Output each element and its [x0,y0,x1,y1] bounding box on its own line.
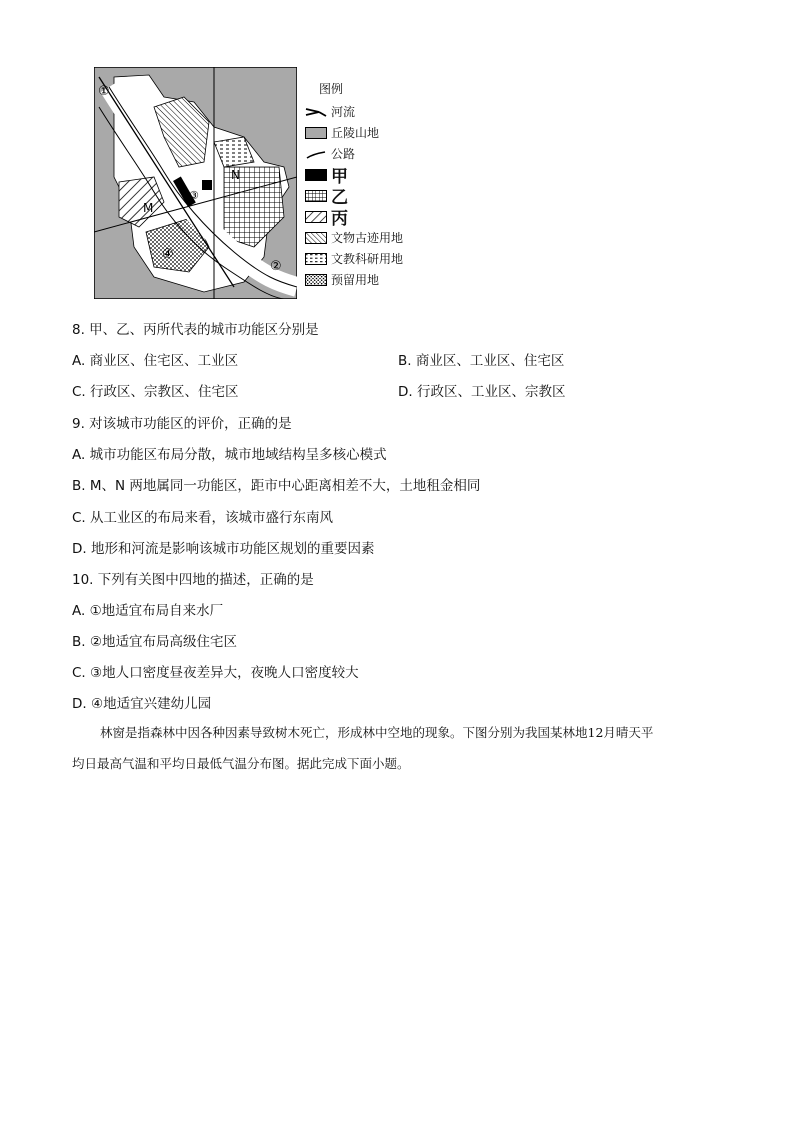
legend-item-jia [305,164,435,185]
q9-option-d: D. 地形和河流是影响该城市功能区规划的重要因素 [72,541,375,557]
q9-option-b: B. M、N 两地属同一功能区，距市中心距离相差不大，土地租金相同 [72,478,481,494]
q8-option-d: D. 行政区、工业区、宗教区 [398,384,566,400]
edu-swatch-icon [305,253,327,265]
map-label-n: N [231,168,240,182]
river-icon [305,106,327,118]
jia-swatch-icon [305,169,327,181]
legend-item-bing [305,206,435,227]
legend-item-river [305,101,435,122]
legend-label: 文教科研用地 [331,252,404,266]
legend-title: 图例 [319,82,344,96]
legend-label: 文物古迹用地 [331,231,404,245]
legend-label: 公路 [331,147,356,161]
passage [72,717,722,779]
q9-option-a: A. 城市功能区布局分散，城市地域结构呈多核心模式 [72,447,387,463]
map-label-p1: ① [98,84,110,99]
q10-option-d: D. ④地适宜兴建幼儿园 [72,696,212,712]
q8-option-b: B. 商业区、工业区、住宅区 [398,353,565,369]
q9-option-c: C. 从工业区的布局来看，该城市盛行东南风 [72,510,334,526]
q8-stem: 8. 甲、乙、丙所代表的城市功能区分别是 [72,322,319,338]
map-label-p3: ③ [189,189,199,202]
legend-label: 河流 [331,105,356,119]
legend-label: 乙 [331,188,348,208]
q8-option-c: C. 行政区、宗教区、住宅区 [72,384,239,400]
legend-label: 甲 [331,167,348,187]
legend-item-edu [305,248,435,269]
city-function-map [94,67,297,299]
q10-option-a: A. ①地适宜布局自来水厂 [72,603,224,619]
yi-swatch-icon [305,190,327,202]
q9-stem: 9. 对该城市功能区的评价，正确的是 [72,416,292,432]
map-label-p2: ② [270,259,282,274]
passage-line-1: 林窗是指森林中因各种因素导致树木死亡，形成林中空地的现象。下图分别为我国某林地12月晴天平 [100,725,654,740]
bing-swatch-icon [305,211,327,223]
hills-swatch-icon [305,127,327,139]
relics-swatch-icon [305,232,327,244]
q8-option-a: A. 商业区、住宅区、工业区 [72,353,239,369]
legend-label: 丘陵山地 [331,126,380,140]
reserve-swatch-icon [305,274,327,286]
legend-item-road [305,143,435,164]
road-icon [305,148,327,160]
map-label-p4: ④ [162,247,174,262]
passage-line-2: 均日最高气温和平均日最低气温分布图。据此完成下面小题。 [72,756,410,771]
legend-item-yi [305,185,435,206]
map-legend [305,80,435,290]
q10-stem: 10. 下列有关图中四地的描述，正确的是 [72,572,314,588]
legend-label: 预留用地 [331,273,380,287]
q10-option-c: C. ③地人口密度昼夜差异大，夜晚人口密度较大 [72,665,359,681]
map-label-m: M [143,201,154,215]
q10-option-b: B. ②地适宜布局高级住宅区 [72,634,237,650]
legend-label: 丙 [331,209,348,229]
legend-item-hills [305,122,435,143]
legend-item-reserve [305,269,435,290]
legend-item-relics [305,227,435,248]
